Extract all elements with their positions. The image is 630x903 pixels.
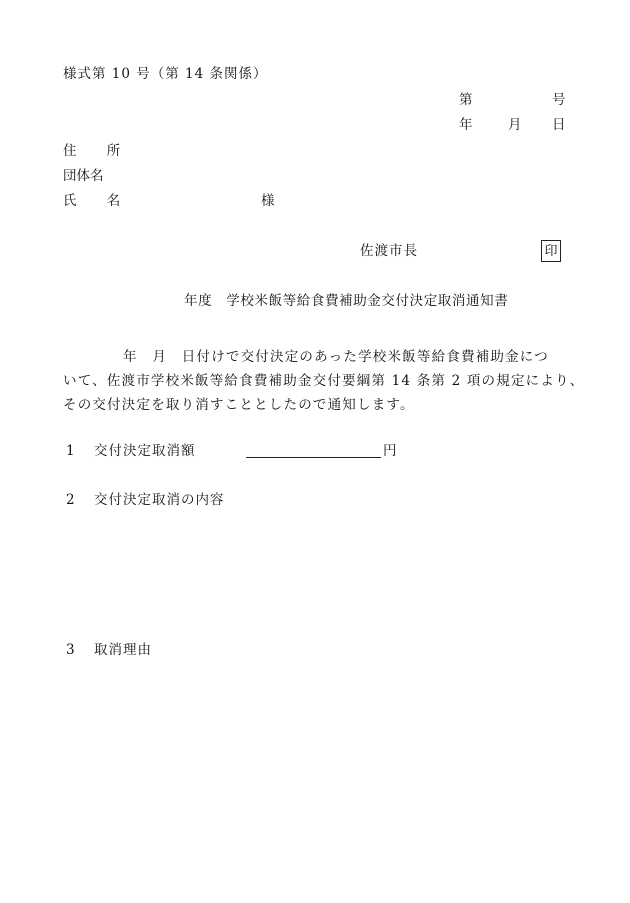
body-paragraph bbox=[63, 345, 583, 417]
doc-number-prefix: 第 bbox=[459, 92, 473, 108]
issuer-name: 佐渡市長 bbox=[360, 243, 418, 259]
item-1-unit: 円 bbox=[383, 443, 397, 459]
name-label: 氏 名 bbox=[63, 193, 134, 209]
item-1-number: 1 bbox=[66, 443, 76, 459]
date-year: 年 bbox=[459, 117, 473, 133]
honorific: 様 bbox=[261, 193, 275, 209]
body-line-3: その交付決定を取り消すこととしたので通知します。 bbox=[63, 397, 415, 413]
item-2-number: 2 bbox=[66, 492, 76, 508]
organization-label: 団体名 bbox=[63, 168, 104, 184]
item-3-label: 取消理由 bbox=[94, 642, 152, 658]
amount-blank-line bbox=[246, 457, 381, 458]
date-day: 日 bbox=[552, 117, 566, 133]
document-title: 年度 学校米飯等給食費補助金交付決定取消通知書 bbox=[184, 293, 509, 309]
item-3-number: 3 bbox=[66, 642, 76, 658]
date-month: 月 bbox=[508, 117, 522, 133]
item-2-label: 交付決定取消の内容 bbox=[94, 492, 225, 508]
item-1-label: 交付決定取消額 bbox=[94, 443, 196, 459]
form-number: 様式第 10 号（第 14 条関係） bbox=[63, 66, 268, 82]
body-line-2: いて、佐渡市学校米飯等給食費補助金交付要綱第 14 条第 2 項の規定により、 bbox=[63, 373, 585, 389]
doc-number-suffix: 号 bbox=[552, 92, 566, 108]
address-label: 住 所 bbox=[63, 143, 134, 159]
seal-text: 印 bbox=[544, 243, 558, 259]
body-line-1: 年 月 日付けで交付決定のあった学校米飯等給食費補助金につ bbox=[123, 349, 549, 365]
seal-box bbox=[541, 240, 561, 262]
